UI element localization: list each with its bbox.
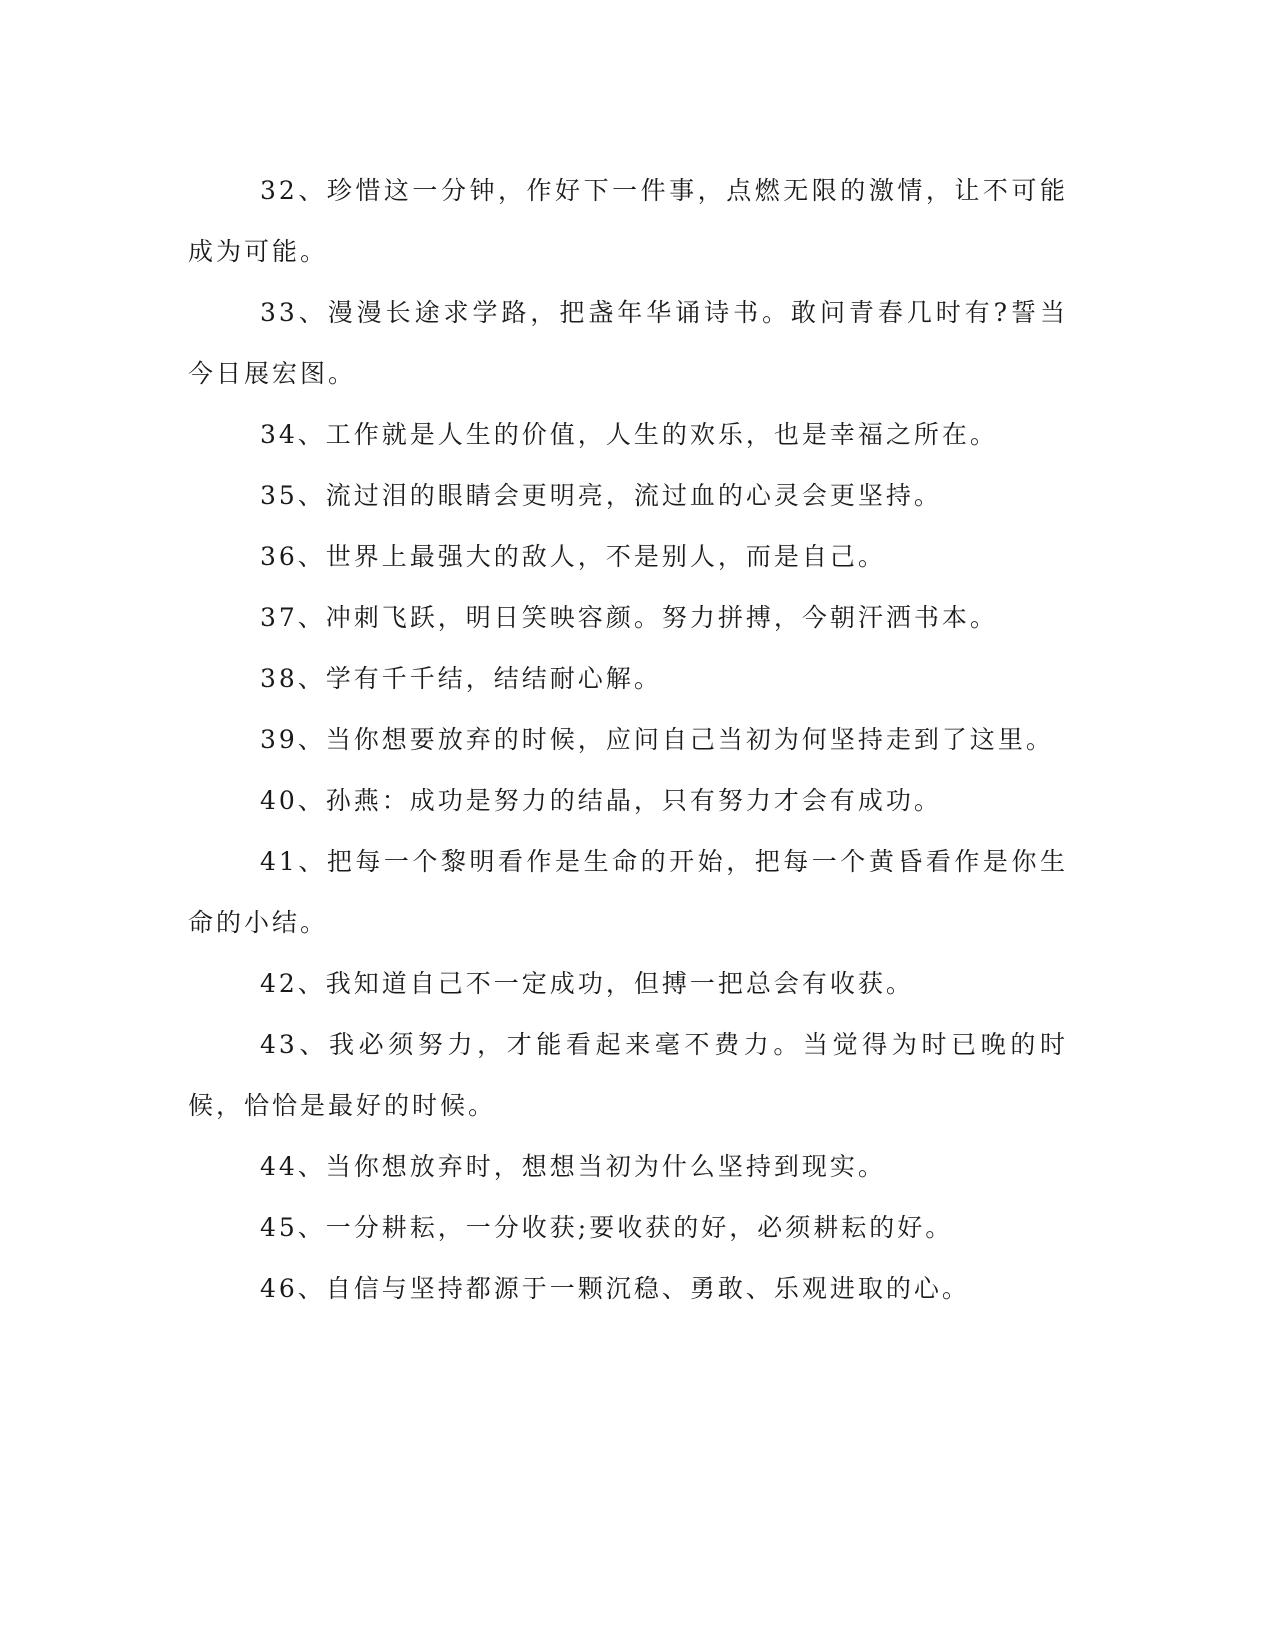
paragraph-39: 39、当你想要放弃的时候，应问自己当初为何坚持走到了这里。 <box>260 725 1054 754</box>
paragraph-45: 45、一分耕耘，一分收获;要收获的好，必须耕耘的好。 <box>260 1213 954 1242</box>
paragraph-46: 46、自信与坚持都源于一颗沉稳、勇敢、乐观进取的心。 <box>260 1274 970 1303</box>
paragraph-36: 36、世界上最强大的敌人，不是别人，而是自己。 <box>260 542 886 571</box>
document-body <box>188 160 1068 1319</box>
paragraph-38: 38、学有千千结，结结耐心解。 <box>260 664 662 693</box>
paragraph-43: 43、我必须努力，才能看起来毫不费力。当觉得为时已晚的时候，恰恰是最好的时候。 <box>188 1030 1068 1120</box>
paragraph-34: 34、工作就是人生的价值，人生的欢乐，也是幸福之所在。 <box>260 420 998 449</box>
paragraph-32: 32、珍惜这一分钟，作好下一件事，点燃无限的激情，让不可能成为可能。 <box>188 176 1068 266</box>
paragraph-40: 40、孙燕：成功是努力的结晶，只有努力才会有成功。 <box>260 786 942 815</box>
paragraph-42: 42、我知道自己不一定成功，但搏一把总会有收获。 <box>260 969 914 998</box>
paragraph-37: 37、冲刺飞跃，明日笑映容颜。努力拼搏，今朝汗洒书本。 <box>260 603 998 632</box>
paragraph-41: 41、把每一个黎明看作是生命的开始，把每一个黄昏看作是你生命的小结。 <box>188 847 1068 937</box>
paragraph-35: 35、流过泪的眼睛会更明亮，流过血的心灵会更坚持。 <box>260 481 942 510</box>
paragraph-33: 33、漫漫长途求学路，把盏年华诵诗书。敢问青春几时有?誓当今日展宏图。 <box>188 298 1068 388</box>
paragraph-44: 44、当你想放弃时，想想当初为什么坚持到现实。 <box>260 1152 886 1181</box>
